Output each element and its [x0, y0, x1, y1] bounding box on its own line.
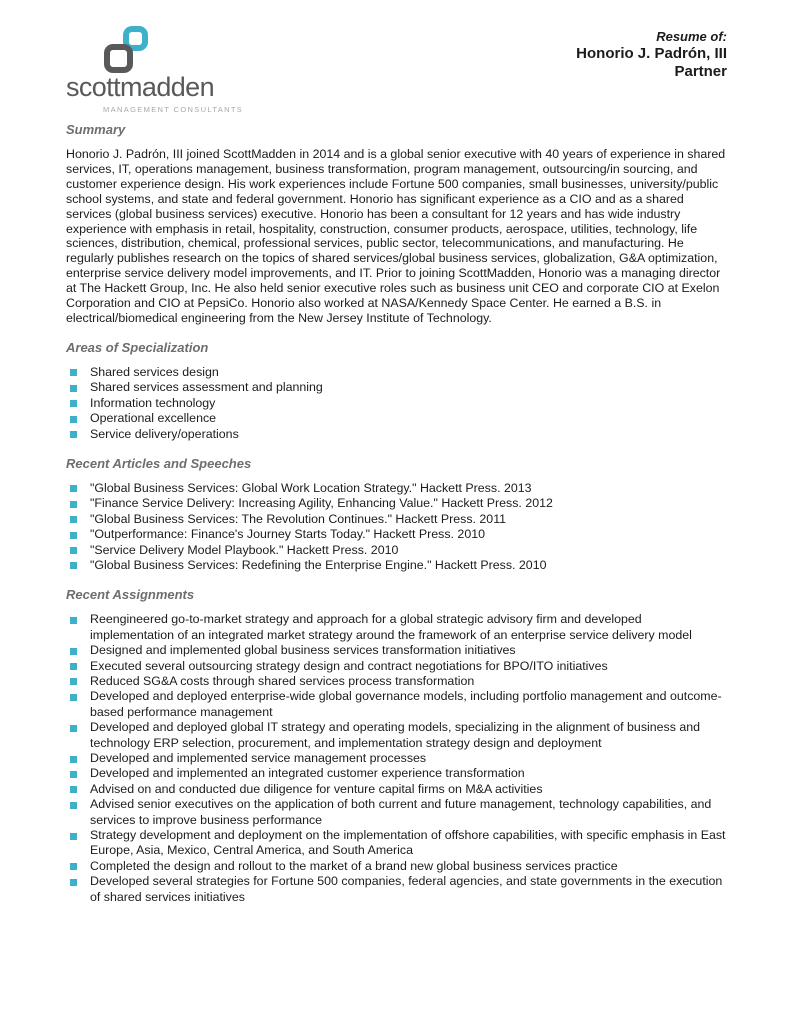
list-item: [66, 782, 727, 797]
list-item: [66, 512, 727, 527]
bullet-square-icon: [70, 725, 77, 732]
bullet-square-icon: [70, 532, 77, 539]
section-areas-of-specialization: [66, 340, 727, 442]
scottmadden-logo: [66, 26, 243, 114]
summary-section-title: Summary: [66, 122, 126, 137]
person-name: Honorio J. Padrón, III: [576, 44, 727, 62]
logo-tagline: MANAGEMENT CONSULTANTS: [103, 105, 244, 114]
list-item: [66, 612, 727, 643]
bullet-square-icon: [70, 648, 77, 655]
list-item: [66, 689, 727, 720]
list-item-text: "Service Delivery Model Playbook." Hackett Press. 2010: [90, 542, 399, 557]
list-item-text: Developed several strategies for Fortune 500 companies, federal agencies, and state governments in the execution of shared services initiatives: [90, 874, 723, 904]
resume-of-label: Resume of:: [656, 29, 727, 44]
bullet-square-icon: [70, 562, 77, 569]
bullet-square-icon: [70, 416, 77, 423]
bullet-square-icon: [70, 663, 77, 670]
list-item-text: Shared services design: [90, 364, 219, 379]
list-item-text: "Global Business Services: Global Work Location Strategy." Hackett Press. 2013: [90, 480, 532, 495]
list-item-text: Developed and deployed global IT strategy and operating models, specializing in the alignment of business and technology ERP selection, procurement, and implementation strategy design and deployment: [90, 720, 701, 750]
logo-wordmark: scottmadden: [66, 72, 214, 102]
list-item: [66, 659, 727, 674]
list-item: [66, 859, 727, 874]
list-item-text: "Finance Service Delivery: Increasing Agility, Enhancing Value." Hackett Press. 2012: [90, 496, 553, 511]
assignments-list: [66, 612, 727, 905]
resume-of-block: [576, 26, 727, 81]
list-item-text: "Outperformance: Finance's Journey Starts Today." Hackett Press. 2010: [90, 527, 485, 542]
articles-section-title: Recent Articles and Speeches: [66, 455, 252, 471]
bullet-square-icon: [70, 771, 77, 778]
assignments-section-title: Recent Assignments: [66, 587, 195, 603]
list-item: [66, 828, 727, 859]
list-item: [66, 396, 727, 411]
list-item-text: Reengineered go-to-market strategy and approach for a global strategic advisory firm and developed implementation of an integrated market strategy around the framework of an enterprise service delivery model: [90, 612, 692, 642]
bullet-square-icon: [70, 786, 77, 793]
bullet-square-icon: [70, 833, 77, 840]
bullet-square-icon: [70, 547, 77, 554]
list-item-text: Developed and deployed enterprise-wide global governance models, including portfolio management and outcome-based performance management: [90, 689, 722, 719]
list-item: [66, 643, 727, 658]
specialization-section-title: Areas of Specialization: [66, 339, 209, 355]
scottmadden-logo-icon: [104, 26, 148, 73]
bullet-square-icon: [70, 694, 77, 701]
bullet-square-icon: [70, 400, 77, 407]
list-item: [66, 674, 727, 689]
list-item: [66, 527, 727, 542]
list-item: [66, 797, 727, 828]
bullet-square-icon: [70, 879, 77, 886]
list-item-text: "Global Business Services: The Revolution Continues." Hackett Press. 2011: [90, 511, 507, 526]
bullet-square-icon: [70, 863, 77, 870]
list-item: [66, 720, 727, 751]
page-header: [66, 26, 727, 114]
list-item: [66, 365, 727, 380]
list-item-text: Developed and implemented service management processes: [90, 751, 427, 765]
list-item: [66, 543, 727, 558]
list-item: [66, 380, 727, 395]
list-item: [66, 411, 727, 426]
list-item-text: Completed the design and rollout to the market of a brand new global business services practice: [90, 858, 618, 873]
list-item-text: Advised on and conducted due diligence for venture capital firms on M&A activities: [90, 781, 543, 796]
list-item-text: Strategy development and deployment on the implementation of offshore capabilities, with specific emphasis in East Europe, Asia, Mexico, Central America, and South America: [90, 828, 726, 858]
list-item-text: Operational excellence: [90, 411, 217, 426]
person-title: Partner: [674, 63, 727, 81]
list-item-text: Shared services assessment and planning: [90, 380, 323, 395]
bullet-square-icon: [70, 369, 77, 376]
list-item-text: Service delivery/operations: [90, 426, 239, 441]
list-item-text: Reduced SG&A costs through shared services process transformation: [90, 673, 475, 688]
list-item: [66, 427, 727, 442]
list-item-text: Designed and implemented global business services transformation initiatives: [90, 643, 516, 658]
bullet-square-icon: [70, 385, 77, 392]
section-recent-assignments: [66, 587, 727, 905]
bullet-square-icon: [70, 485, 77, 492]
list-item-text: Information technology: [90, 395, 216, 410]
specialization-list: [66, 365, 727, 442]
list-item: [66, 496, 727, 511]
bullet-square-icon: [70, 756, 77, 763]
list-item: [66, 558, 727, 573]
list-item: [66, 766, 727, 781]
list-item: [66, 874, 727, 905]
bullet-square-icon: [70, 501, 77, 508]
list-item: [66, 751, 727, 766]
section-summary: [66, 122, 727, 326]
bullet-square-icon: [70, 516, 77, 523]
list-item-text: Advised senior executives on the application of both current and future management, technology capabilities, and services to improve business performance: [90, 797, 712, 827]
articles-list: [66, 481, 727, 573]
list-item-text: Developed and implemented an integrated customer experience transformation: [90, 766, 525, 781]
list-item-text: Executed several outsourcing strategy design and contract negotiations for BPO/ITO initiatives: [90, 658, 608, 673]
bullet-square-icon: [70, 802, 77, 809]
list-item-text: "Global Business Services: Redefining the Enterprise Engine." Hackett Press. 2010: [90, 557, 547, 572]
logo-gray-square-icon: [104, 44, 133, 73]
bullet-square-icon: [70, 678, 77, 685]
section-recent-articles: [66, 456, 727, 573]
bullet-square-icon: [70, 617, 77, 624]
bullet-square-icon: [70, 431, 77, 438]
summary-paragraph: Honorio J. Padrón, III joined ScottMadden in 2014 and is a global senior executive with 40 years of experience in shared services, IT, operations management, business transformation, program management, outsourcing/in sourcing, and customer experience design. His work experiences include Fortune 500 companies, small businesses, university/public school systems, and state and federal government. Honorio has significant experience as a CIO and as a shared services (global business services) executive. Honorio has been a consultant for 12 years and has wide industry experience with emphasis in retail, hospitality, construction, consumer products, aerospace, utilities, technology, life sciences, distribution, chemical, professional services, public sector, telecommunications, and manufacturing. He regularly publishes research on the topics of shared services/global business services, globalization, G&A optimization, enterprise service delivery model improvements, and IT. Prior to joining ScottMadden, Honorio was a managing director at The Hackett Group, Inc. He also held senior executive roles such as business unit CEO and corporate CIO at Exelon Corporation and CIO at PepsiCo. Honorio also worked at NASA/Kennedy Space Center. He earned a B.S. in electrical/biomedical engineering from the New Jersey Institute of Technology.: [66, 147, 726, 325]
list-item: [66, 481, 727, 496]
